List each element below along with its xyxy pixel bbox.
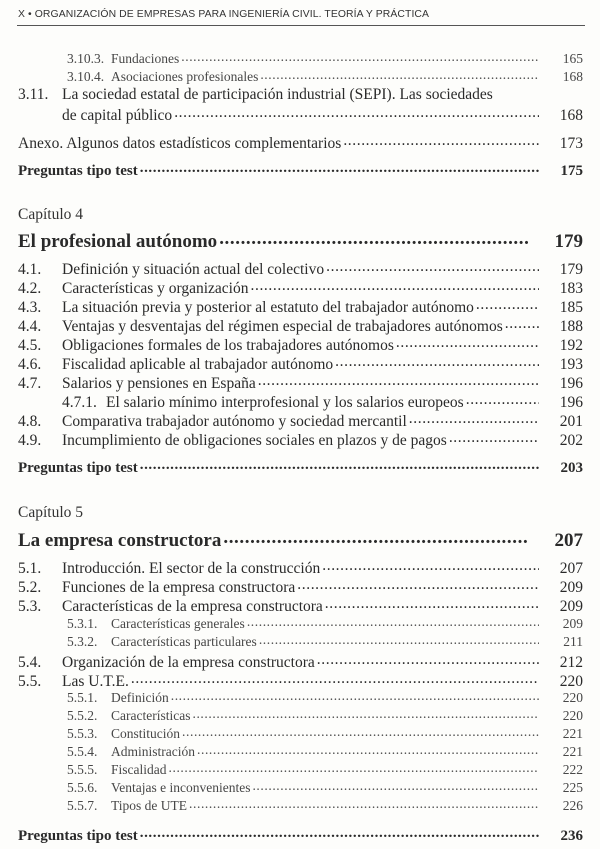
entry-title[interactable]: Características [111, 707, 191, 723]
entry-title[interactable]: Preguntas tipo test [18, 163, 138, 179]
entry-page-number: 222 [562, 761, 583, 777]
entry-number: 3.11. [18, 86, 49, 103]
entry-page-number: 201 [559, 412, 583, 430]
dot-leader [181, 49, 539, 63]
entry-page-number: 220 [562, 707, 583, 723]
entry-number: 5.3.1. [67, 615, 98, 631]
entry-page-number: 221 [562, 743, 583, 759]
toc-entry[interactable] [18, 334, 583, 352]
entry-number: 5.5.6. [67, 779, 98, 795]
toc-entry[interactable] [18, 258, 583, 276]
entry-number: 5.1. [18, 559, 42, 577]
entry-title[interactable]: Características particulares [111, 633, 257, 649]
dot-leader [140, 457, 539, 472]
entry-number: 4.5. [18, 336, 42, 354]
toc-entry[interactable] [18, 410, 583, 428]
entry-title[interactable]: Definición [111, 689, 169, 705]
entry-page-number: 236 [560, 828, 583, 844]
entry-number: 4.3. [18, 298, 42, 316]
dot-leader [219, 228, 529, 247]
entry-page-number: 185 [559, 298, 583, 316]
dot-leader [252, 778, 539, 792]
toc-entry[interactable] [18, 67, 583, 85]
running-header: X • ORGANIZACIÓN DE EMPRESAS PARA INGENIERÍA CIVIL. TEORÍA Y PRÁCTICA [18, 9, 430, 20]
entry-page-number: 192 [559, 336, 583, 354]
dot-leader [297, 576, 539, 592]
entry-title[interactable]: Definición y situación actual del colectivo [62, 260, 325, 278]
entry-page-number: 179 [559, 260, 583, 278]
entry-title[interactable]: Características de la empresa constructora [62, 597, 323, 615]
toc-entry[interactable] [18, 49, 583, 67]
chapter-label: Capítulo 5 [18, 504, 84, 521]
entry-title[interactable]: Anexo. Algunos datos estadísticos complementarios [18, 134, 342, 152]
entry-number: 4.4. [18, 317, 42, 335]
chapter-page-number: 207 [554, 530, 583, 551]
entry-page-number: 202 [559, 431, 583, 449]
entry-page-number: 203 [560, 460, 583, 476]
entry-page-number: 225 [562, 779, 583, 795]
entry-page-number: 209 [562, 615, 583, 631]
entry-page-number: 211 [563, 633, 583, 649]
dot-leader [343, 132, 539, 148]
entry-title[interactable]: Características generales [111, 615, 245, 631]
entry-page-number: 209 [559, 597, 583, 615]
toc-entry-annex[interactable] [18, 132, 583, 150]
entry-page-number: 168 [559, 106, 583, 124]
entry-title[interactable]: Ventajas y desventajas del régimen especial de trabajadores autónomos [62, 317, 503, 335]
dot-leader [259, 632, 539, 646]
toc-entry[interactable] [18, 778, 583, 796]
dot-leader [182, 724, 539, 738]
entry-title[interactable]: Fundaciones [111, 50, 180, 66]
entry-page-number: 165 [562, 50, 583, 66]
entry-number: 4.9. [18, 431, 42, 449]
entry-page-number: 220 [559, 672, 583, 690]
entry-page-number: 226 [562, 797, 583, 813]
entry-number: 5.2. [18, 578, 42, 596]
entry-page-number: 196 [559, 393, 583, 411]
entry-page-number: 188 [559, 317, 583, 335]
entry-page-number: 183 [559, 279, 583, 297]
entry-page-number: 196 [559, 374, 583, 392]
entry-title[interactable]: Introducción. El sector de la construcción [62, 559, 321, 577]
dot-leader [335, 353, 539, 369]
entry-title[interactable]: Características y organización [62, 279, 249, 297]
dot-leader [317, 651, 539, 667]
toc-entry[interactable] [18, 742, 583, 760]
dot-leader [260, 67, 539, 81]
entry-title[interactable]: Comparativa trabajador autónomo y sociedad mercantil [62, 412, 407, 430]
table-of-contents [18, 0, 583, 849]
entry-number: 5.3.2. [67, 633, 98, 649]
entry-title[interactable]: La situación previa y posterior al estatuto del trabajador autónomo [62, 298, 474, 316]
toc-entry-test[interactable] [18, 457, 583, 475]
toc-entry[interactable] [18, 670, 583, 688]
toc-entry[interactable] [18, 651, 583, 669]
toc-entry-test[interactable] [18, 825, 583, 843]
entry-title[interactable]: Preguntas tipo test [18, 828, 138, 844]
entry-title[interactable]: El salario mínimo interprofesional y los salarios europeos [106, 393, 464, 411]
chapter-title[interactable] [18, 527, 583, 551]
dot-leader [466, 391, 539, 407]
entry-page-number: 212 [559, 653, 583, 671]
dot-leader [409, 410, 539, 426]
entry-title[interactable]: Administración [111, 743, 195, 759]
toc-entry[interactable] [18, 353, 583, 371]
toc-entry[interactable] [18, 706, 583, 724]
chapter-title[interactable] [18, 228, 583, 252]
entry-title[interactable]: Incumplimiento de obligaciones sociales en plazos y de pagos [62, 431, 447, 449]
chapter-page-number: 179 [554, 231, 583, 252]
entry-title[interactable]: Fiscalidad aplicable al trabajador autónomo [62, 355, 334, 373]
entry-page-number: 193 [559, 355, 583, 373]
entry-number: 4.7. [18, 374, 42, 392]
dot-leader [140, 825, 539, 840]
entry-page-number: 220 [562, 689, 583, 705]
entry-number: 5.5. [18, 672, 42, 690]
entry-number: 4.2. [18, 279, 42, 297]
entry-page-number: 221 [562, 725, 583, 741]
toc-entry-test[interactable] [18, 160, 583, 178]
dot-leader [169, 760, 540, 774]
entry-title[interactable]: de capital público [62, 106, 173, 124]
toc-entry[interactable] [18, 688, 583, 706]
entry-page-number: 173 [559, 134, 583, 152]
entry-page-number: 209 [559, 578, 583, 596]
entry-title[interactable]: La sociedad estatal de participación industrial (SEPI). Las sociedades [62, 86, 493, 103]
entry-title[interactable]: Funciones de la empresa constructora [62, 578, 296, 596]
dot-leader [251, 277, 540, 293]
entry-title[interactable]: Obligaciones formales de los trabajadores autónomos [62, 336, 394, 354]
toc-entry[interactable] [18, 429, 583, 447]
dot-leader [131, 670, 539, 686]
dot-leader [325, 595, 539, 611]
toc-entry[interactable] [18, 760, 583, 778]
toc-entry[interactable] [18, 557, 583, 575]
dot-leader [326, 258, 539, 274]
dot-leader [258, 372, 539, 388]
toc-entry[interactable] [18, 277, 583, 295]
entry-title[interactable]: Ventajas e inconvenientes [111, 779, 251, 795]
dot-leader [189, 796, 539, 810]
dot-leader [449, 429, 539, 445]
dot-leader [505, 315, 539, 331]
entry-title[interactable]: Fiscalidad [111, 761, 167, 777]
entry-title[interactable]: Constitución [111, 725, 181, 741]
entry-page-number: 175 [560, 163, 583, 179]
entry-number: 4.1. [18, 260, 42, 278]
toc-entry[interactable] [18, 296, 583, 314]
chapter-label: Capítulo 4 [18, 206, 84, 223]
dot-leader [322, 557, 539, 573]
entry-number: 3.10.3. [67, 50, 105, 66]
toc-entry[interactable] [18, 595, 583, 613]
entry-title[interactable]: Preguntas tipo test [18, 460, 138, 476]
dot-leader [396, 334, 539, 350]
toc-entry[interactable] [18, 372, 583, 390]
toc-entry[interactable] [18, 796, 583, 814]
dot-leader [140, 160, 539, 175]
entry-number: 4.7.1. [62, 393, 97, 411]
entry-number: 5.5.5. [67, 761, 98, 777]
dot-leader [223, 527, 529, 546]
entry-number: 5.5.4. [67, 743, 98, 759]
toc-entry[interactable] [18, 315, 583, 333]
entry-title[interactable]: Organización de la empresa constructora [62, 653, 315, 671]
entry-number: 5.5.2. [67, 707, 98, 723]
entry-number: 5.5.3. [67, 725, 98, 741]
chapter-title-text[interactable]: La empresa constructora [18, 530, 222, 551]
dot-leader [171, 688, 539, 702]
toc-entry-3-11[interactable] [18, 86, 583, 104]
entry-number: 4.8. [18, 412, 42, 430]
toc-entry[interactable] [18, 614, 583, 632]
toc-entry-3-11-continued[interactable] [18, 104, 583, 122]
entry-title[interactable]: Salarios y pensiones en España [62, 374, 256, 392]
dot-leader [476, 296, 539, 312]
dot-leader [192, 706, 539, 720]
entry-title[interactable]: Las U.T.E. [62, 672, 129, 690]
dot-leader [174, 104, 539, 120]
toc-entry[interactable] [18, 391, 583, 409]
toc-entry[interactable] [18, 576, 583, 594]
entry-page-number: 207 [559, 559, 583, 577]
entry-title[interactable]: Tipos de UTE [111, 797, 188, 813]
dot-leader [247, 614, 539, 628]
entry-number: 5.5.1. [67, 689, 98, 705]
entry-number: 3.10.4. [67, 68, 105, 84]
entry-title[interactable]: Asociaciones profesionales [111, 68, 259, 84]
chapter-title-text[interactable]: El profesional autónomo [18, 231, 218, 252]
entry-number: 4.6. [18, 355, 42, 373]
toc-entry[interactable] [18, 724, 583, 742]
entry-number: 5.4. [18, 653, 42, 671]
entry-page-number: 168 [562, 68, 583, 84]
toc-entry[interactable] [18, 632, 583, 650]
entry-number: 5.3. [18, 597, 42, 615]
dot-leader [197, 742, 539, 756]
entry-number: 5.5.7. [67, 797, 98, 813]
